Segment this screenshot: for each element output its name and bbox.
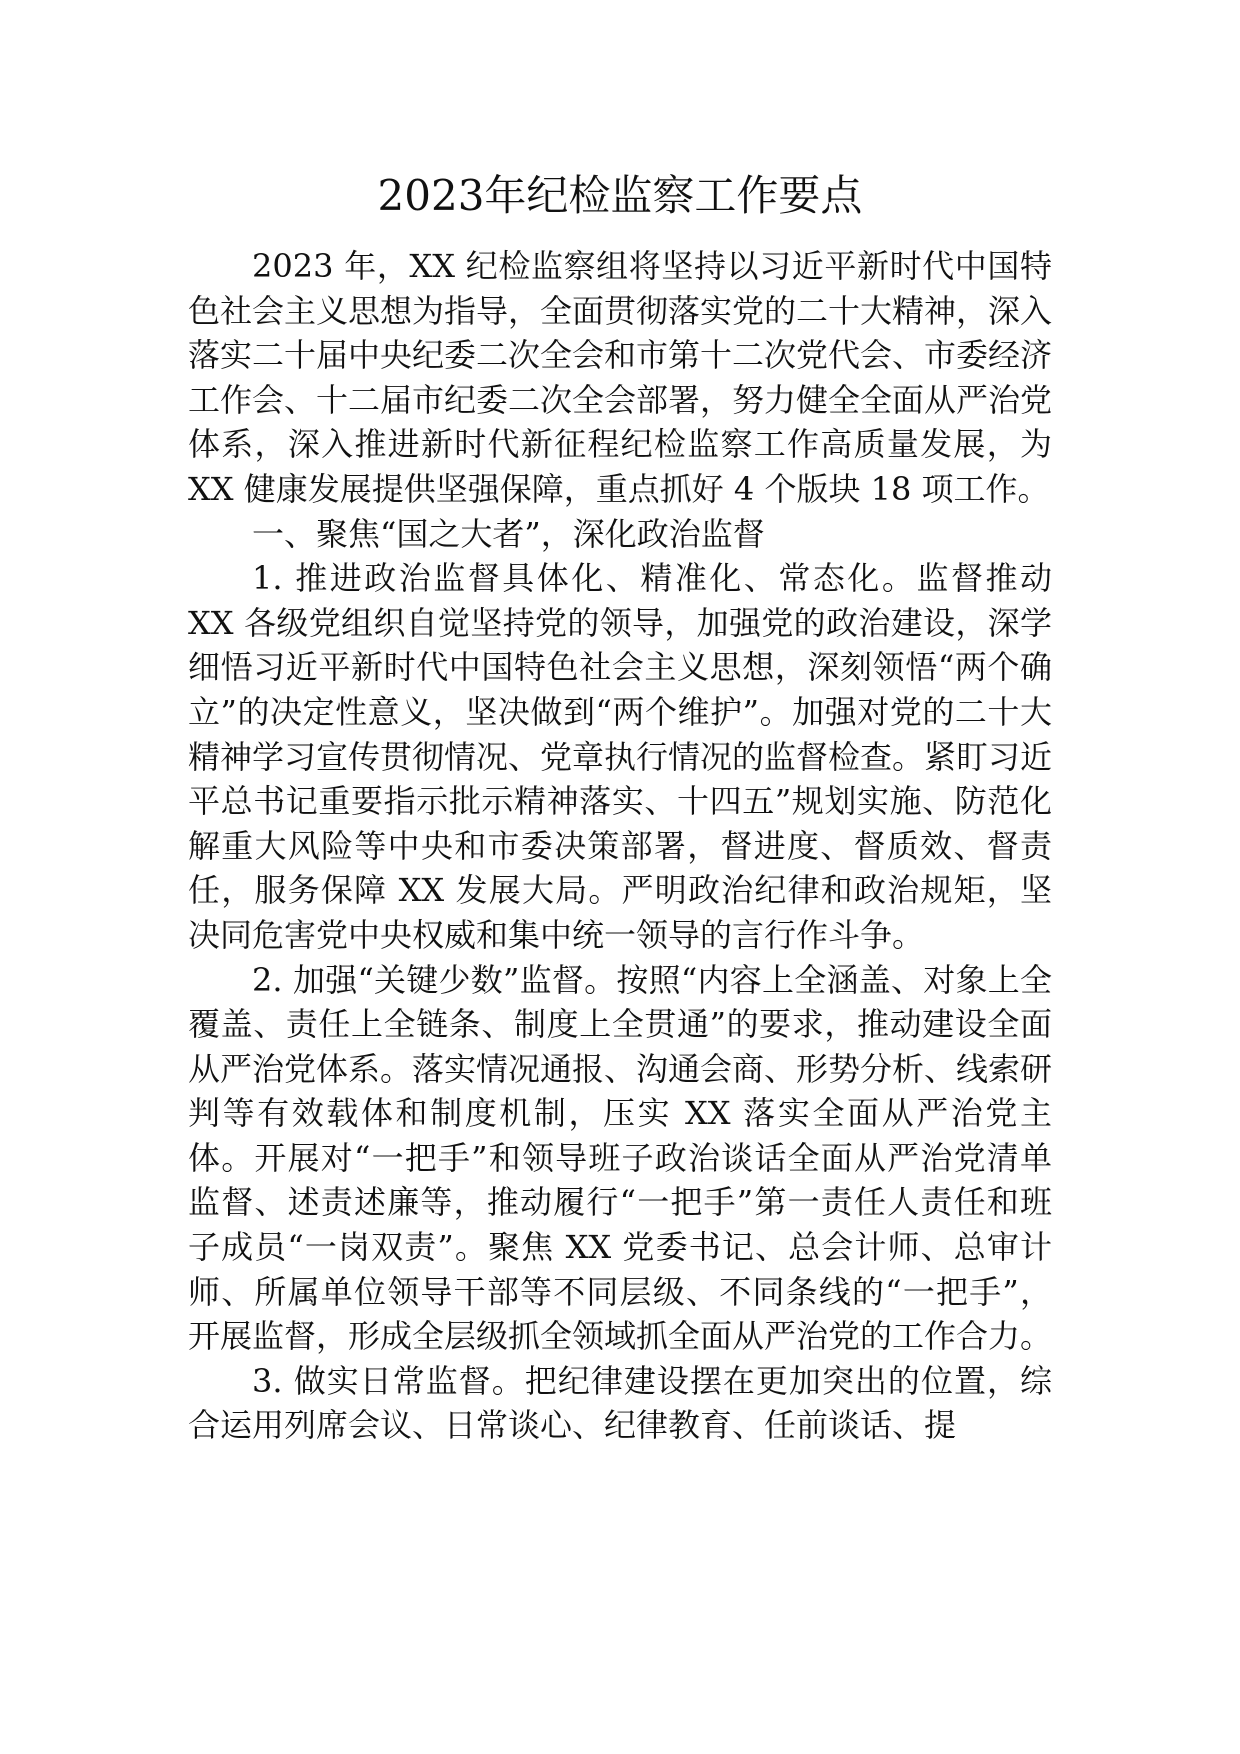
item-paragraph-1: 1. 推进政治监督具体化、精准化、常态化。监督推动 XX 各级党组织自觉坚持党的领导，加强党的政治建设，深学细悟习近平新时代中国特色社会主义思想，深刻领悟“两个确立”的决定性意义，坚决做到“两个维护”。加强对党的二十大精神学习宣传贯彻情况、党章执行情况的监督检查。紧盯习近平总书记重要指示批示精神落实、十四五”规划实施、防范化解重大风险等中央和市委决策部署，督进度、督质效、督责任，服务保障 XX 发展大局。严明政治纪律和政治规矩，坚决同危害党中央权威和集中统一领导的言行作斗争。 [188,559,1053,954]
section-heading: 一、聚焦“国之大者”，深化政治监督 [252,514,765,553]
document-body [188,244,1052,1448]
item-paragraph-3: 3. 做实日常监督。把纪律建设摆在更加突出的位置，综合运用列席会议、日常谈心、纪律教育、任前谈话、提 [188,1361,1052,1445]
document-title: 2023年纪检监察工作要点 [377,171,863,220]
intro-paragraph: 2023 年，XX 纪检监察组将坚持以习近平新时代中国特色社会主义思想为指导，全面贯彻落实党的二十大精神，深入落实二十届中央纪委二次全会和市第十二次党代会、市委经济工作会、十二届市纪委二次全会部署，努力健全全面从严治党体系，深入推进新时代新征程纪检监察工作高质量发展，为 XX 健康发展提供坚强保障，重点抓好 4 个版块 18 项工作。 [188,247,1053,508]
item-paragraph-2: 2. 加强“关键少数”监督。按照“内容上全涵盖、对象上全覆盖、责任上全链条、制度上全贯通”的要求，推动建设全面从严治党体系。落实情况通报、沟通会商、形势分析、线索研判等有效载体和制度机制，压实 XX 落实全面从严治党主体。开展对“一把手”和领导班子政治谈话全面从严治党清单监督、述责述廉等，推动履行“一把手”第一责任人责任和班子成员“一岗双责”。聚焦 XX 党委书记、总会计师、总审计师、所属单位领导干部等不同层级、不同条线的“一把手”，开展监督，形成全层级抓全领域抓全面从严治党的工作合力。 [188,960,1053,1356]
